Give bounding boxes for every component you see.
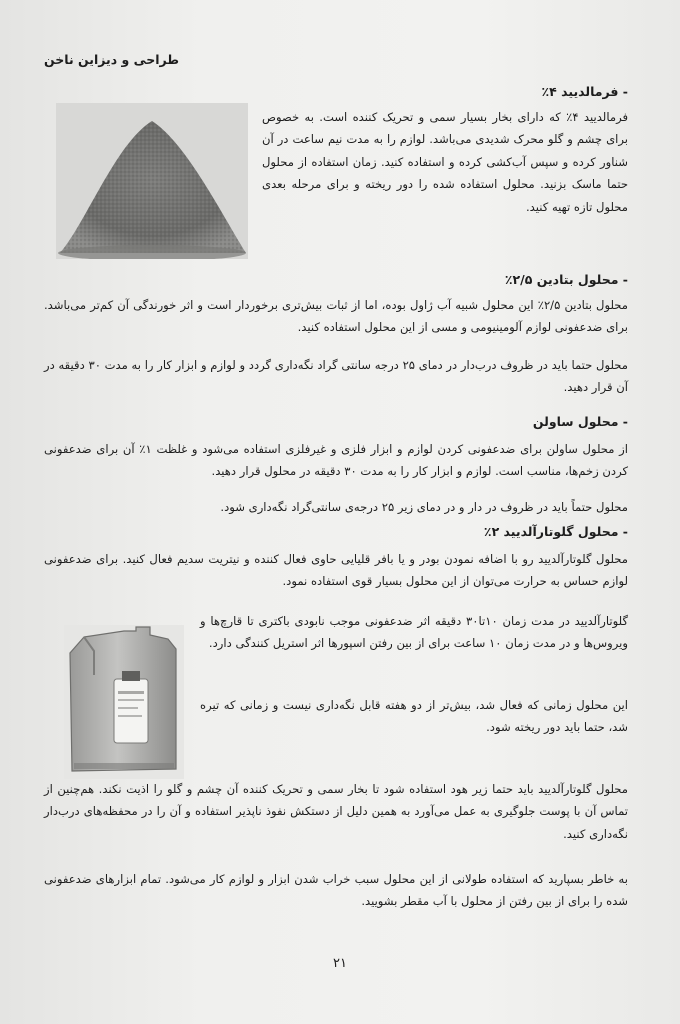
paragraph-betadine-2: محلول حتما باید در ظروف درب‌دار در دمای ۲۵ درجه سانتی گراد نگه‌داری گردد و لوازم و ابزار کار را به مدت ۳۰ دقیقه در آن قرار دهید. [44, 358, 629, 395]
paragraph-glutaraldehyde-4: محلول گلوتارآلدیید باید حتما زیر هود استفاده شود تا بخار سمی و تحریک کننده آن چشم و گلو را اذیت نکند. هم‌چنین از تماس آن با پوست جلوگیری به عمل می‌آورد به همین دلیل از دستکش نفوذ ناپذیر استفاده و آن را در محفظه‌های درب‌دار نگه‌داری کنید. [44, 782, 628, 841]
paragraph-savlon-1: از محلول ساولن برای ضدعفونی کردن لوازم و ابزار فلزی و غیرفلزی استفاده می‌شود و غلظت ۱٪ آن برای ضدعفونی کردن زخم‌ها، مناسب است. لوازم و ابزار کار را به مدت ۳۰ دقیقه در محلول قرار دهید. [44, 442, 628, 479]
heading-betadine: - محلول بتادین ۲/۵٪ [504, 272, 628, 287]
page-number: ۲۱ [333, 956, 347, 971]
paragraph-formaldehyde: فرمالدیید ۴٪ که دارای بخار بسیار سمی و تحریک کننده است. به خصوص برای چشم و گلو محرک شدیدی می‌باشد. لوازم را به مدت نیم ساعت در آن شناور کرده و سپس آب‌کشی کرده و استفاده کنید. زمان استفاده از محلول حتما ماسک بزنید. محلول استفاده شده را دور ریخته و برای مرحله بعدی محلول تازه تهیه کنید. [262, 110, 629, 214]
paragraph-glutaraldehyde-1: محلول گلوتارآلدیید رو با اضافه نمودن بودر و یا بافر قلیایی حاوی فعال کننده و نیتریت سدیم فعال کنید. برای ضدعفونی لوازم حساس به حرارت می‌توان از این محلول بسیار قوی استفاده نمود. [44, 552, 628, 589]
heading-glutaraldehyde: - محلول گلوتارآلدیید ۲٪ [483, 524, 628, 539]
heading-formaldehyde: - فرمالدیید ۴٪ [541, 84, 628, 99]
paragraph-savlon-2: محلول حتماً باید در ظروف در دار و در دمای زیر ۲۵ درجه‌ی سانتی‌گراد نگه‌داری شود. [220, 500, 628, 514]
paragraph-betadine-1: محلول بتادین ۲/۵٪ این محلول شبیه آب ژاول بوده، اما از ثبات بیش‌تری برخوردار است و اثر خورندگی آن کم‌تر می‌باشد. برای ضدعفونی لوازم آلومینیومی و مسی از این محلول استفاده کنید. [44, 298, 628, 335]
running-header: طراحی و دیزاین ناخن [44, 52, 180, 67]
paragraph-glutaraldehyde-3: این محلول زمانی که فعال شد، بیش‌تر از دو هفته قابل نگه‌داری نیست و زمانی که تیره شد، حتما باید دور ریخته شود. [200, 698, 628, 735]
powder-pile-image [56, 103, 248, 259]
paragraph-glutaraldehyde-2: گلوتارآلدیید در مدت زمان ۱۰تا۳۰ دقیقه اثر ضدعفونی موجب نابودی باکتری تا قارچ‌ها و ویروس‌ها و در مدت زمان ۱۰ ساعت برای از بین رفتن اسپورها اثر استریل کنندگی دارد. [200, 614, 628, 651]
solution-container-image [64, 625, 184, 779]
paragraph-glutaraldehyde-5: به خاطر بسپارید که استفاده طولانی از این محلول سبب خراب شدن ابزار و لوازم کار می‌شود. تمام ابزارهای ضدعفونی شده را برای از بین رفتن از محلول با آب مقطر بشویید. [44, 872, 628, 909]
heading-savlon: - محلول ساولن [532, 414, 628, 429]
